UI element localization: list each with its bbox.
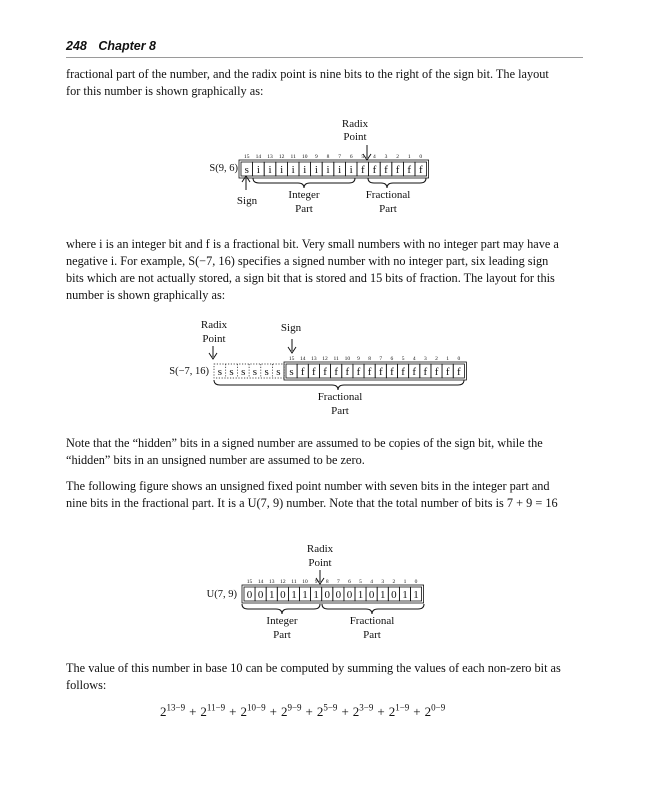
fig3-bit-index: 10 — [302, 579, 308, 585]
chapter-title: Chapter 8 — [98, 39, 156, 53]
fig1-bit-index: 7 — [338, 154, 341, 160]
fig3-bit-value: 1 — [413, 589, 419, 601]
fig3-bit-index: 14 — [257, 579, 264, 585]
fig2-bit-index: 4 — [412, 356, 416, 362]
fig3-bit-cell — [322, 587, 333, 601]
fig3-bit-index: 11 — [291, 579, 297, 585]
fig1-bit-cell — [299, 162, 311, 176]
fig3-bit-value: 0 — [257, 589, 264, 601]
fig1-bit-index: 14 — [255, 154, 262, 160]
figure-s-neg7-16 — [169, 319, 466, 417]
equation-exponent: 9−9 — [287, 703, 302, 713]
fig3-bit-value: 1 — [291, 589, 297, 601]
fig1-bit-indices — [244, 154, 422, 160]
fig1-bit-index: 3 — [384, 154, 388, 160]
fig2-bit-index: 14 — [299, 356, 306, 362]
fig1-bit-index: 0 — [419, 154, 423, 160]
fig3-bit-value: 1 — [302, 589, 308, 601]
fig2-fraction-label-line1: Fractional — [317, 391, 363, 403]
fig3-format-label: U(7, 9) — [206, 589, 237, 600]
fig3-bit-index: 2 — [392, 579, 396, 585]
fig3-bit-cells — [242, 585, 424, 603]
fig2-bit-value: f — [434, 366, 439, 378]
fig3-bit-value: 1 — [269, 589, 275, 601]
fig2-bit-cell — [364, 364, 375, 378]
fig2-bit-indices — [289, 356, 461, 362]
fig3-bit-value: 1 — [402, 589, 408, 601]
fig2-bit-index: 1 — [446, 356, 450, 362]
fig3-fraction-label-line1: Fractional — [349, 615, 395, 627]
fig3-bit-cell — [366, 587, 377, 601]
fig2-radix-label-line1: Radix — [200, 319, 228, 331]
equation-exponent: 0−9 — [431, 703, 446, 713]
fig1-bit-index: 8 — [326, 154, 330, 160]
equation-term — [281, 704, 302, 719]
fig3-bit-cell — [288, 587, 299, 601]
equation-base: 2 — [352, 704, 360, 720]
equation-plus: + — [377, 704, 385, 720]
fig2-hidden-bit: s — [241, 366, 246, 378]
fig2-bit-index: 10 — [344, 356, 351, 362]
fig2-bit-cell — [308, 364, 319, 378]
fig2-bit-value: f — [401, 366, 405, 378]
paragraph-4: The following figure shows an unsigned fixed point number with seven bits in the integer part and nine bits in the fractional part. It is a U(7, 9) number. Note that the total number of bits is 7 + 9 = 16 — [66, 479, 558, 510]
fig1-radix-label-line2: Point — [343, 131, 367, 143]
fig2-bit-cell — [286, 364, 297, 378]
equation-exponent: 10−9 — [247, 703, 266, 713]
paragraph-5: The value of this number in base 10 can be computed by summing the values of each non-zero bit as follows: — [66, 661, 561, 692]
fig2-bit-index: 11 — [333, 356, 339, 362]
equation-exponent: 1−9 — [395, 703, 410, 713]
fig2-bit-cell — [431, 364, 442, 378]
fig3-integer-brace — [242, 604, 320, 614]
equation-term — [241, 704, 266, 719]
fig1-bit-cell — [253, 162, 265, 176]
fig1-bit-value: f — [395, 164, 400, 176]
fig2-hidden-bit: s — [229, 366, 234, 378]
fig1-bit-value: i — [349, 164, 353, 176]
fig1-integer-brace — [253, 178, 355, 188]
fig1-radix-arrow — [363, 145, 371, 160]
fig2-hidden-bit: s — [252, 366, 258, 378]
fig3-bit-cell — [411, 587, 422, 601]
fig1-bit-value: i — [268, 164, 272, 176]
fig3-bit-cell — [277, 587, 288, 601]
equation-plus: + — [229, 704, 237, 720]
equation-exponent: 11−9 — [206, 703, 226, 713]
fig3-bit-index: 5 — [359, 579, 362, 585]
fig1-bit-cell — [403, 162, 415, 176]
equation-term — [389, 704, 410, 719]
fig1-bit-index: 2 — [396, 154, 399, 160]
fig1-integer-label-line1: Integer — [288, 189, 320, 201]
fig3-integer-label-line2: Part — [273, 629, 291, 641]
equation-term — [160, 704, 185, 719]
fig1-integer-label-line2: Part — [295, 203, 313, 215]
fig1-bit-cell — [334, 162, 346, 176]
fig3-bit-index: 7 — [336, 579, 340, 585]
fig1-bit-index: 13 — [267, 154, 273, 160]
fig3-bit-cell — [377, 587, 388, 601]
fig1-bit-index: 10 — [302, 154, 308, 160]
page-number: 248 — [66, 39, 87, 53]
fig2-bit-value: f — [412, 366, 417, 378]
fig3-bit-indices — [247, 579, 418, 585]
fig1-bit-cell — [241, 162, 253, 176]
fig1-bit-value: f — [360, 164, 365, 176]
fig1-bit-cell — [380, 162, 392, 176]
fig3-bit-cell — [255, 587, 266, 601]
figure-s-9-6 — [209, 118, 428, 215]
fig3-bit-value: 1 — [313, 589, 319, 601]
fig1-bit-value: i — [280, 164, 284, 176]
equation-base: 2 — [160, 704, 167, 720]
fig2-bit-value: f — [300, 366, 305, 378]
fig2-bit-cell — [353, 364, 364, 378]
fig1-bit-value: i — [303, 164, 307, 176]
equation-term — [200, 704, 225, 719]
fig2-format-label: S(−7, 16) — [169, 366, 209, 377]
equation-base: 2 — [200, 704, 207, 720]
fig1-bit-cell — [322, 162, 334, 176]
fig3-bit-index: 6 — [348, 579, 351, 585]
fig2-bit-cell — [420, 364, 431, 378]
fig3-bit-index: 15 — [246, 579, 253, 585]
fig2-sign-arrow — [288, 339, 296, 353]
fig2-hidden-bit: s — [276, 366, 281, 378]
fig2-bit-index: 9 — [357, 356, 360, 362]
fig3-bit-index: 1 — [403, 579, 407, 585]
fig3-bit-cell — [388, 587, 399, 601]
fig2-bit-index: 12 — [322, 356, 328, 362]
fig2-bit-cell — [442, 364, 453, 378]
power-sum-equation — [160, 703, 445, 720]
fig1-bit-index: 5 — [361, 154, 365, 160]
fig2-sign-label: Sign — [280, 322, 302, 334]
fig1-bit-cell — [357, 162, 369, 176]
fig1-bit-index: 1 — [407, 154, 411, 160]
equation-plus: + — [341, 704, 349, 720]
fig1-bit-value: i — [338, 164, 342, 176]
equation-plus: + — [305, 704, 313, 720]
fig3-fraction-label-line2: Part — [363, 629, 381, 641]
fig1-sign-label: Sign — [236, 195, 258, 207]
fig1-bit-cell — [392, 162, 404, 176]
fig1-bit-cell — [264, 162, 276, 176]
fig3-radix-label-line1: Radix — [306, 543, 334, 555]
paragraph-3: Note that the “hidden” bits in a signed number are assumed to be copies of the sign bit, while the “hidden” bits in an unsigned number are assumed to be zero. — [66, 436, 543, 467]
fig3-bit-index: 9 — [314, 579, 318, 585]
fig1-bit-value: f — [418, 164, 423, 176]
fig3-bit-value: 1 — [380, 589, 386, 601]
fig1-bit-value: i — [256, 164, 260, 176]
fig3-bit-index: 3 — [381, 579, 385, 585]
fig2-hidden-bit: s — [264, 366, 269, 378]
fig3-bit-value: 0 — [246, 589, 253, 601]
fig3-bit-value: 0 — [324, 589, 330, 601]
fig1-bit-index: 15 — [244, 154, 250, 160]
fig1-fraction-brace — [368, 178, 426, 188]
fig1-bit-value: f — [384, 164, 388, 176]
fig1-bit-cell — [287, 162, 299, 176]
fig2-bit-index: 7 — [379, 356, 383, 362]
fig3-bit-value: 0 — [368, 589, 375, 601]
equation-plus: + — [189, 704, 197, 720]
equation-exponent: 5−9 — [323, 703, 338, 713]
fig2-bit-cell — [342, 364, 353, 378]
equation-base: 2 — [388, 704, 396, 720]
fig2-bit-value: f — [390, 366, 394, 378]
fig2-bit-cell — [398, 364, 409, 378]
fig2-bit-index: 2 — [435, 356, 438, 362]
equation-term — [317, 704, 338, 719]
fig3-bit-index: 12 — [280, 579, 286, 585]
fig1-bit-value: f — [407, 164, 412, 176]
fig3-bit-cell — [333, 587, 344, 601]
fig3-fraction-brace — [322, 604, 424, 614]
equation-base: 2 — [424, 704, 432, 720]
fig2-radix-arrow — [209, 346, 217, 359]
fig2-bit-index: 13 — [311, 356, 317, 362]
equation-base: 2 — [316, 704, 324, 720]
fig2-hidden-bits — [214, 364, 284, 378]
fig2-bit-value: f — [312, 366, 316, 378]
fig2-bit-value: f — [378, 366, 383, 378]
fig2-fraction-brace — [214, 380, 464, 390]
fig2-bit-index: 6 — [390, 356, 394, 362]
fig2-bit-index: 5 — [401, 356, 405, 362]
fig3-bit-cell — [300, 587, 311, 601]
fig2-bit-value: f — [345, 366, 350, 378]
fig2-bit-cell — [319, 364, 330, 378]
fig2-bit-index: 15 — [288, 356, 295, 362]
fig1-bit-cell — [415, 162, 427, 176]
fig2-bit-value: f — [456, 366, 461, 378]
fig1-bit-index: 12 — [278, 154, 285, 160]
fig2-bit-index: 0 — [457, 356, 461, 362]
fig3-bit-index: 13 — [269, 579, 275, 585]
fig1-bit-index: 11 — [290, 154, 296, 160]
equation-base: 2 — [280, 704, 288, 720]
fig2-bit-value: f — [323, 366, 327, 378]
fig1-bit-cell — [311, 162, 323, 176]
equation-exponent: 3−9 — [359, 703, 374, 713]
equation-term — [425, 704, 446, 719]
fig1-bit-index: 9 — [315, 154, 318, 160]
fig2-radix-label-line2: Point — [202, 333, 226, 345]
fig2-bit-cell — [375, 364, 386, 378]
fig3-integer-label-line1: Integer — [266, 615, 298, 627]
fig3-bit-cell — [355, 587, 366, 601]
paragraph-1: fractional part of the number, and the radix point is nine bits to the right of the sign bit. The layout for this number is shown graphically as: — [66, 67, 549, 98]
fig3-bit-cell — [311, 587, 322, 601]
fig1-bit-cell — [345, 162, 357, 176]
fig1-bit-cells — [239, 160, 429, 178]
fig1-bit-value: i — [291, 164, 295, 176]
fig2-bit-cell — [386, 364, 397, 378]
fig2-bit-value: f — [367, 366, 372, 378]
fig3-bit-value: 1 — [357, 589, 364, 601]
equation-plus: + — [413, 704, 421, 720]
fig1-format-label: S(9, 6) — [209, 163, 238, 174]
fig2-bit-value: s — [289, 366, 294, 378]
fig2-bit-index: 8 — [368, 356, 371, 362]
fig3-bit-value: 0 — [335, 589, 342, 601]
fig1-bit-value: f — [372, 164, 377, 176]
fig3-bit-cell — [266, 587, 277, 601]
fig1-radix-label-line1: Radix — [341, 118, 369, 130]
fig3-bit-value: 0 — [391, 589, 397, 601]
fig3-bit-index: 0 — [414, 579, 418, 585]
fig3-bit-cell — [399, 587, 410, 601]
fig2-bit-cell — [331, 364, 342, 378]
fig2-bit-value: f — [445, 366, 450, 378]
fig3-radix-label-line2: Point — [308, 557, 332, 569]
fig2-bit-value: f — [334, 366, 339, 378]
fig2-hidden-bit: s — [217, 366, 222, 378]
fig3-bit-value: 0 — [280, 589, 286, 601]
fig1-bit-index: 4 — [373, 154, 376, 160]
fig2-bit-cells — [284, 362, 466, 380]
fig1-fraction-label-line1: Fractional — [365, 189, 411, 201]
fig2-bit-index: 3 — [424, 356, 427, 362]
fig1-bit-value: s — [244, 164, 249, 176]
fig3-bit-value: 0 — [346, 589, 353, 601]
fig3-bit-index: 4 — [370, 579, 374, 585]
fig2-bit-cell — [409, 364, 420, 378]
figure-u-7-9 — [207, 543, 424, 641]
fig2-bit-cell — [297, 364, 308, 378]
equation-term — [353, 704, 374, 719]
fig3-bit-cell — [244, 587, 255, 601]
equation-plus: + — [269, 704, 277, 720]
fig1-fraction-label-line2: Part — [379, 203, 397, 215]
fig1-bit-value: i — [326, 164, 330, 176]
equation-base: 2 — [240, 704, 248, 720]
fig3-bit-cell — [344, 587, 355, 601]
fig3-bit-index: 8 — [325, 579, 329, 585]
equation-exponent: 13−9 — [166, 703, 186, 713]
fig1-bit-value: i — [314, 164, 318, 176]
fig2-bit-value: f — [356, 366, 361, 378]
fig2-fraction-label-line2: Part — [331, 405, 349, 417]
fig1-bit-cell — [276, 162, 288, 176]
fig2-bit-value: f — [423, 366, 428, 378]
fig1-bit-cell — [369, 162, 381, 176]
paragraph-2: where i is an integer bit and f is a fractional bit. Very small numbers with no integer part may have a negative i. For example, S(−7, 16) specifies a signed number with no integer part, six leading sign bits which are not actually stored, a sign bit that is stored and 15 bits of fraction. The layout for this number is shown graphically as: — [66, 237, 559, 302]
fig1-bit-index: 6 — [349, 154, 353, 160]
fig2-bit-cell — [453, 364, 464, 378]
